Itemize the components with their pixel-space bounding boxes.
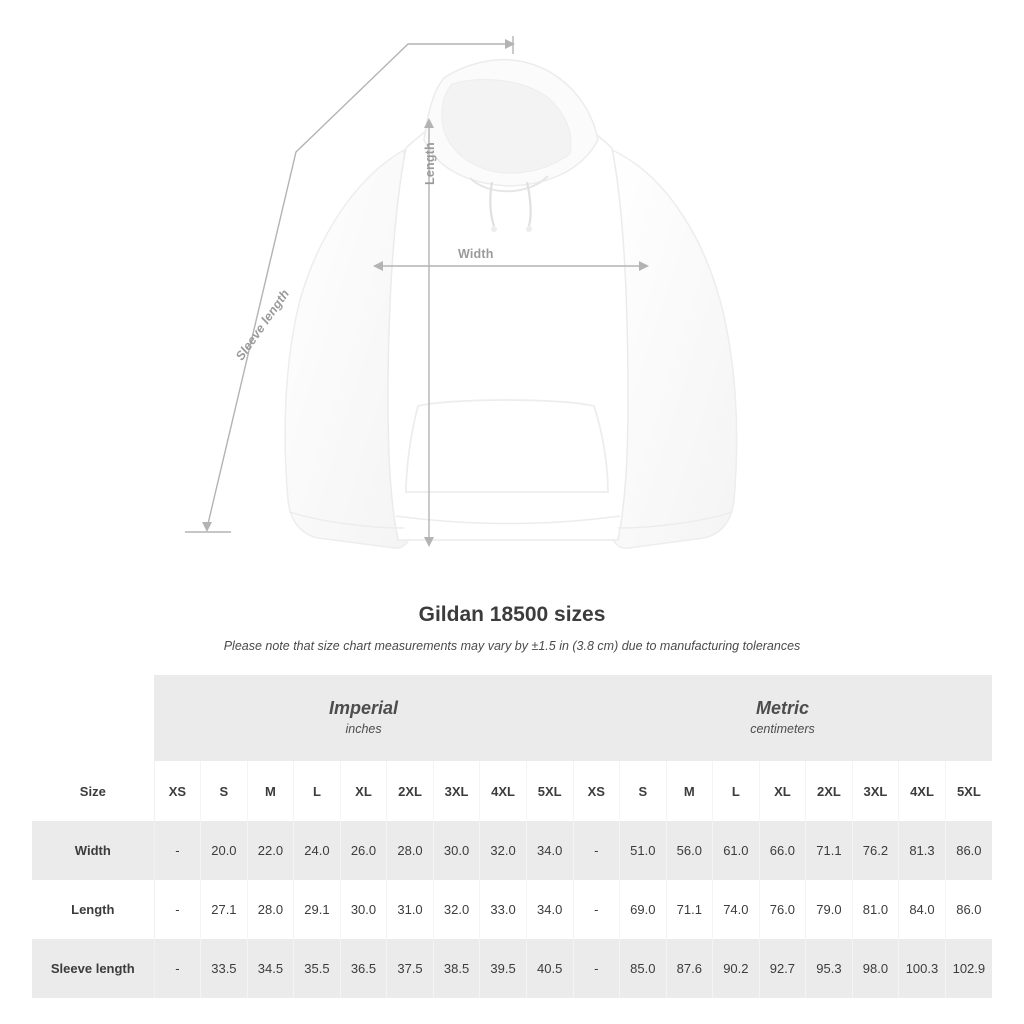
sleeve-metric-l: 90.2 xyxy=(713,939,760,998)
length-imperial-2xl: 31.0 xyxy=(387,880,434,939)
width-metric-2xl: 71.1 xyxy=(806,821,853,880)
length-metric-5xl: 86.0 xyxy=(945,880,992,939)
width-imperial-s: 20.0 xyxy=(201,821,248,880)
size-header-imperial-s: S xyxy=(201,761,248,821)
table-row xyxy=(32,939,992,998)
imperial-unit-header xyxy=(154,675,573,761)
row-label-width: Width xyxy=(32,821,154,880)
sleeve-metric-2xl: 95.3 xyxy=(806,939,853,998)
width-metric-4xl: 81.3 xyxy=(899,821,946,880)
width-metric-3xl: 76.2 xyxy=(852,821,899,880)
length-metric-2xl: 79.0 xyxy=(806,880,853,939)
size-header-label: Size xyxy=(32,761,154,821)
table-corner xyxy=(32,675,154,761)
length-imperial-5xl: 34.0 xyxy=(526,880,573,939)
imperial-unit-sub: inches xyxy=(345,722,382,737)
row-label-sleeve-length: Sleeve length xyxy=(32,939,154,998)
unit-header-row xyxy=(32,675,992,761)
sleeve-length-dimension-label: Sleeve length xyxy=(233,286,293,364)
length-metric-xs: - xyxy=(573,880,620,939)
sleeve-imperial-s: 33.5 xyxy=(201,939,248,998)
length-imperial-xs: - xyxy=(154,880,201,939)
length-imperial-l: 29.1 xyxy=(294,880,341,939)
row-label-length: Length xyxy=(32,880,154,939)
size-header-metric-3xl: 3XL xyxy=(852,761,899,821)
width-dimension-label: Width xyxy=(458,247,494,261)
size-header-imperial-5xl: 5XL xyxy=(526,761,573,821)
sleeve-imperial-xs: - xyxy=(154,939,201,998)
size-header-metric-xl: XL xyxy=(759,761,806,821)
table-row xyxy=(32,880,992,939)
sleeve-metric-xs: - xyxy=(573,939,620,998)
length-imperial-m: 28.0 xyxy=(247,880,294,939)
sleeve-imperial-2xl: 37.5 xyxy=(387,939,434,998)
length-metric-xl: 76.0 xyxy=(759,880,806,939)
width-imperial-5xl: 34.0 xyxy=(526,821,573,880)
length-dimension-label: Length xyxy=(423,142,437,185)
size-header-imperial-3xl: 3XL xyxy=(433,761,480,821)
length-metric-3xl: 81.0 xyxy=(852,880,899,939)
width-metric-xs: - xyxy=(573,821,620,880)
sleeve-imperial-5xl: 40.5 xyxy=(526,939,573,998)
width-metric-l: 61.0 xyxy=(713,821,760,880)
metric-unit-sub: centimeters xyxy=(750,722,815,737)
size-header-row xyxy=(32,761,992,821)
size-header-metric-5xl: 5XL xyxy=(945,761,992,821)
length-metric-s: 69.0 xyxy=(620,880,667,939)
sleeve-imperial-l: 35.5 xyxy=(294,939,341,998)
table-row xyxy=(32,821,992,880)
title-block xyxy=(0,603,1024,653)
size-header-metric-l: L xyxy=(713,761,760,821)
sleeve-imperial-xl: 36.5 xyxy=(340,939,387,998)
sleeve-imperial-3xl: 38.5 xyxy=(433,939,480,998)
sleeve-metric-4xl: 100.3 xyxy=(899,939,946,998)
width-imperial-m: 22.0 xyxy=(247,821,294,880)
sleeve-metric-3xl: 98.0 xyxy=(852,939,899,998)
page-title: Gildan 18500 sizes xyxy=(418,603,606,626)
width-metric-xl: 66.0 xyxy=(759,821,806,880)
length-imperial-4xl: 33.0 xyxy=(480,880,527,939)
length-imperial-xl: 30.0 xyxy=(340,880,387,939)
width-imperial-xl: 26.0 xyxy=(340,821,387,880)
length-metric-l: 74.0 xyxy=(713,880,760,939)
length-imperial-s: 27.1 xyxy=(201,880,248,939)
length-metric-4xl: 84.0 xyxy=(899,880,946,939)
sleeve-metric-m: 87.6 xyxy=(666,939,713,998)
sleeve-imperial-m: 34.5 xyxy=(247,939,294,998)
sleeve-metric-s: 85.0 xyxy=(620,939,667,998)
sleeve-metric-xl: 92.7 xyxy=(759,939,806,998)
width-imperial-3xl: 30.0 xyxy=(433,821,480,880)
sleeve-imperial-4xl: 39.5 xyxy=(480,939,527,998)
width-metric-m: 56.0 xyxy=(666,821,713,880)
size-header-imperial-2xl: 2XL xyxy=(387,761,434,821)
size-table xyxy=(32,675,992,998)
sleeve-metric-5xl: 102.9 xyxy=(945,939,992,998)
size-header-imperial-xl: XL xyxy=(340,761,387,821)
size-header-imperial-4xl: 4XL xyxy=(480,761,527,821)
metric-unit-header xyxy=(573,675,992,761)
size-table-wrapper xyxy=(32,675,992,998)
size-header-metric-2xl: 2XL xyxy=(806,761,853,821)
size-header-metric-s: S xyxy=(620,761,667,821)
width-imperial-2xl: 28.0 xyxy=(387,821,434,880)
width-imperial-xs: - xyxy=(154,821,201,880)
size-header-metric-xs: XS xyxy=(573,761,620,821)
size-header-metric-m: M xyxy=(666,761,713,821)
length-metric-m: 71.1 xyxy=(666,880,713,939)
metric-unit-name: Metric xyxy=(755,697,809,718)
width-metric-s: 51.0 xyxy=(620,821,667,880)
width-imperial-l: 24.0 xyxy=(294,821,341,880)
size-header-imperial-xs: XS xyxy=(154,761,201,821)
length-imperial-3xl: 32.0 xyxy=(433,880,480,939)
width-imperial-4xl: 32.0 xyxy=(480,821,527,880)
size-header-metric-4xl: 4XL xyxy=(899,761,946,821)
width-metric-5xl: 86.0 xyxy=(945,821,992,880)
size-header-imperial-m: M xyxy=(247,761,294,821)
size-header-imperial-l: L xyxy=(294,761,341,821)
imperial-unit-name: Imperial xyxy=(329,697,399,718)
tolerance-note: Please note that size chart measurements may vary by ±1.5 in (3.8 cm) due to manufacturing tolerances xyxy=(223,639,801,653)
